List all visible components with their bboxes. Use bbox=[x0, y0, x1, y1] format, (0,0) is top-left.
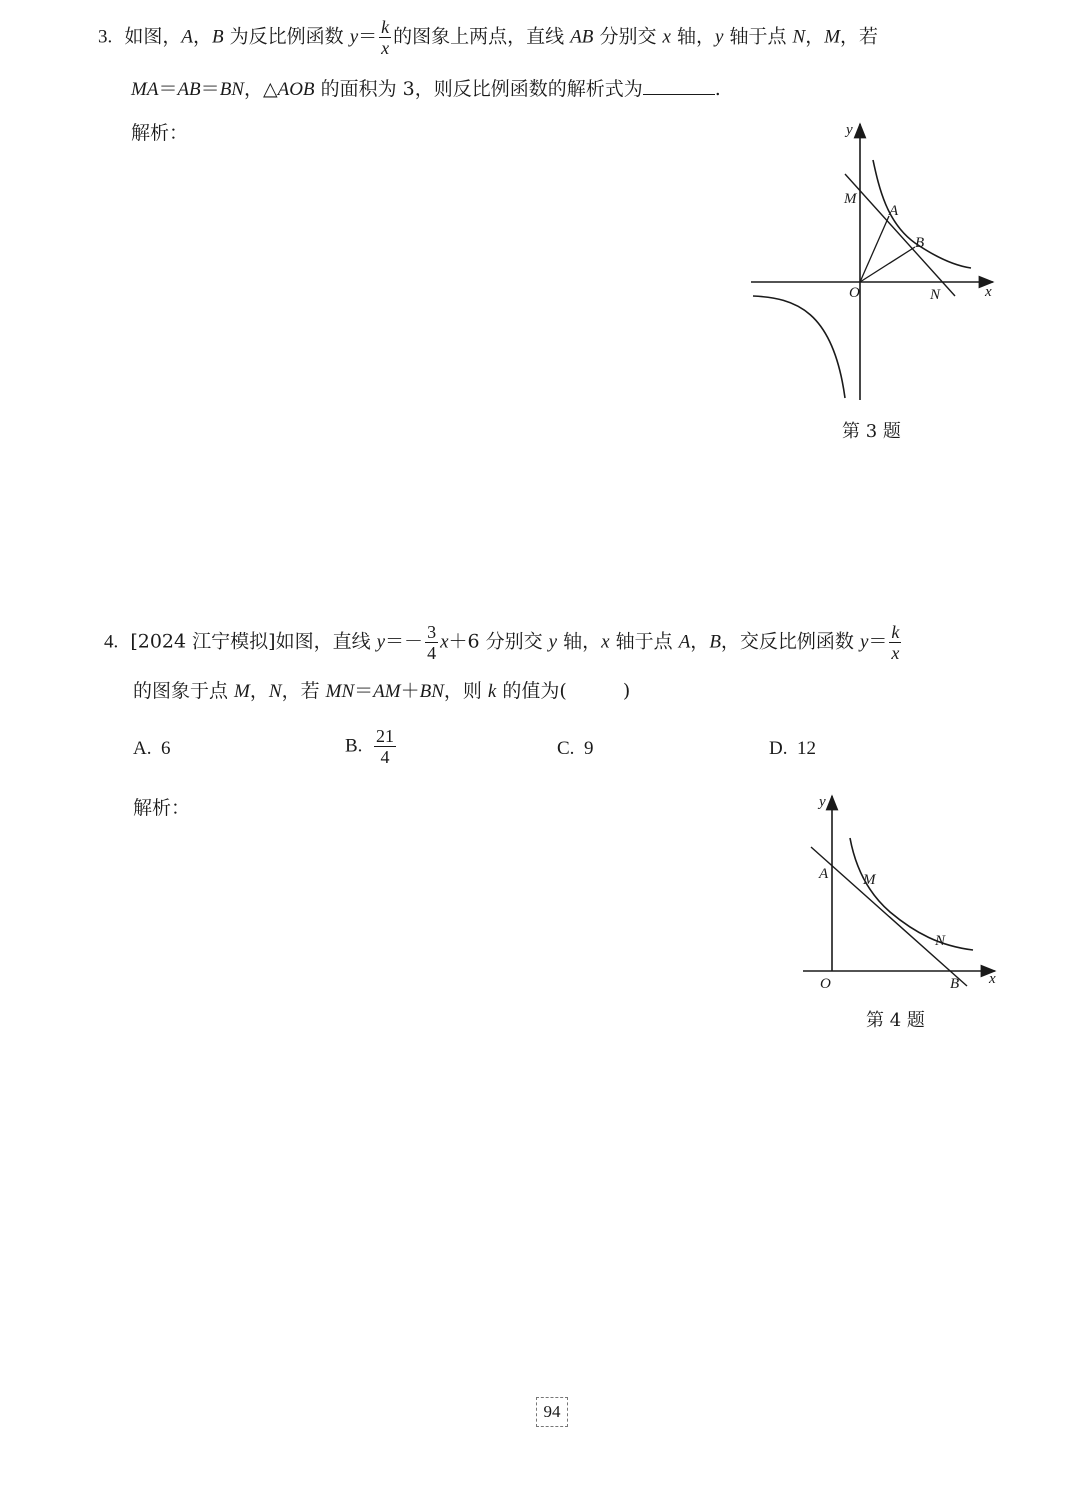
q4-fraction-3-over-4: $\frac{3}{4}$ bbox=[427, 622, 437, 663]
q4-label-b: B bbox=[950, 976, 960, 992]
q3-answer-blank[interactable] bbox=[643, 74, 715, 95]
q4-option-d[interactable]: D. 12 bbox=[769, 738, 816, 759]
q4-label-x: x bbox=[989, 971, 996, 987]
q4-option-b-fraction: $\frac{21}{4}$ bbox=[375, 726, 394, 767]
q3-label-n: N bbox=[930, 287, 941, 303]
q3-fraction-k-over-x: $\frac{k}{x}$ bbox=[381, 17, 390, 58]
q3-line-2: MA＝AB＝BN，△AOB 的面积为 3，则反比例函数的解析式为 . bbox=[131, 74, 721, 104]
q4-figure bbox=[795, 790, 1005, 995]
q4-number: 4. bbox=[104, 631, 119, 653]
q4-label-a: A bbox=[819, 866, 829, 882]
page-number: 94 bbox=[536, 1397, 568, 1427]
q3-label-a: A bbox=[889, 203, 899, 219]
q4-hyperbola bbox=[850, 838, 973, 950]
q3-analysis-label: 解析： bbox=[131, 122, 189, 144]
q4-label-o: O bbox=[820, 976, 831, 992]
q3-line-1: 3. 如图，A，B 为反比例函数 y＝ $\frac{k}{x}$ 的图象上两点，直线 AB 分别交 x 轴，y 轴于点 N，M，若 bbox=[98, 17, 879, 58]
q3-figure-caption: 第 3 题 bbox=[842, 421, 901, 442]
q4-analysis-label: 解析： bbox=[133, 797, 191, 819]
q4-option-a[interactable]: A. 6 bbox=[133, 738, 171, 759]
q3-figure bbox=[745, 118, 1005, 408]
q4-fraction-k-over-x: $\frac{k}{x}$ bbox=[891, 622, 900, 663]
q4-option-c[interactable]: C. 9 bbox=[557, 738, 594, 759]
q4-line-ab bbox=[811, 847, 967, 986]
q3-number: 3. bbox=[98, 26, 113, 48]
q3-hyperbola-branch-2 bbox=[753, 296, 845, 398]
q3-label-b: B bbox=[915, 235, 925, 251]
q3-label-m: M bbox=[844, 191, 857, 207]
q3-label-o: O bbox=[849, 285, 860, 301]
q4-option-b[interactable]: B. $\frac{21}{4}$ bbox=[345, 726, 394, 767]
q4-label-n: N bbox=[935, 933, 946, 949]
q3-hyperbola-branch-1 bbox=[873, 160, 971, 268]
q4-source: [2024 江宁模拟] bbox=[130, 630, 276, 653]
q4-line-1: 4. [2024 江宁模拟]如图，直线 y＝－ $\frac{3}{4}$ x＋6 分别交 y 轴，x 轴于点 A，B，交反比例函数 y＝ $\frac{k}{x}$ bbox=[104, 622, 900, 663]
q4-label-m: M bbox=[863, 872, 876, 888]
q3-label-x: x bbox=[985, 284, 992, 300]
q4-label-y: y bbox=[819, 794, 826, 810]
q4-figure-caption: 第 4 题 bbox=[866, 1010, 925, 1031]
q3-label-y: y bbox=[846, 122, 853, 138]
q4-line-2: 的图象于点 M，N，若 MN＝AM＋BN，则 k 的值为( ) bbox=[133, 680, 631, 702]
